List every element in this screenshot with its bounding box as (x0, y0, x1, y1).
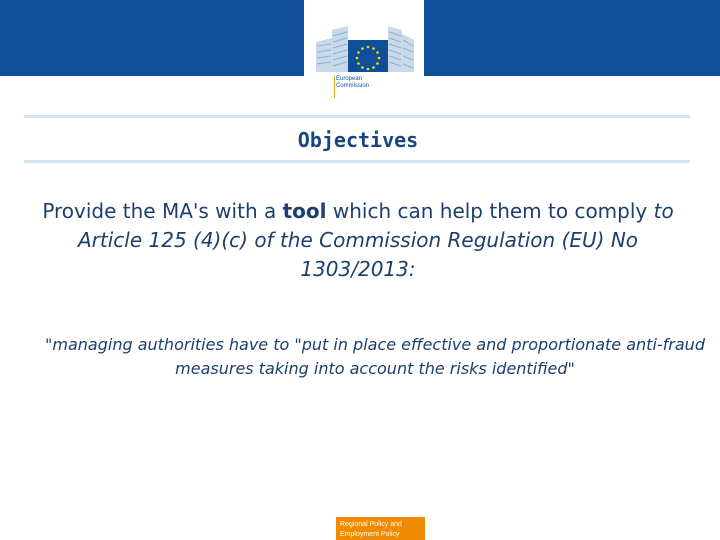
dg-badge-line2: Employment Policy (340, 531, 400, 538)
title-bottom-rule (24, 160, 690, 163)
logo-text-line1: European (336, 76, 363, 82)
logo-text (336, 76, 406, 90)
regulation-quote: "managing authorities have to "put in place effective and proportionate anti-fraud measures taking into account the risks identified" (45, 335, 705, 378)
intro-text-middle: which can help them to comply (326, 199, 654, 223)
logo-text-line2: Commission (336, 83, 370, 89)
european-commission-logo (304, 0, 424, 100)
logo-accent-line (334, 76, 335, 98)
intro-text-start: Provide the MA's with a (42, 199, 283, 223)
title-top-rule (24, 115, 690, 118)
dg-badge-text (340, 520, 424, 540)
dg-badge (336, 517, 425, 540)
dg-badge-line1: Regional Policy and (340, 521, 402, 528)
intro-bold-word: tool (282, 199, 327, 223)
slide-title: Objectives (297, 128, 419, 152)
intro-italic-reference: to Article 125 (4)(c) of the Commission Regulation (EU) No 1303/2013: (77, 199, 674, 281)
intro-paragraph (20, 197, 696, 284)
commission-building-icon (310, 10, 418, 72)
